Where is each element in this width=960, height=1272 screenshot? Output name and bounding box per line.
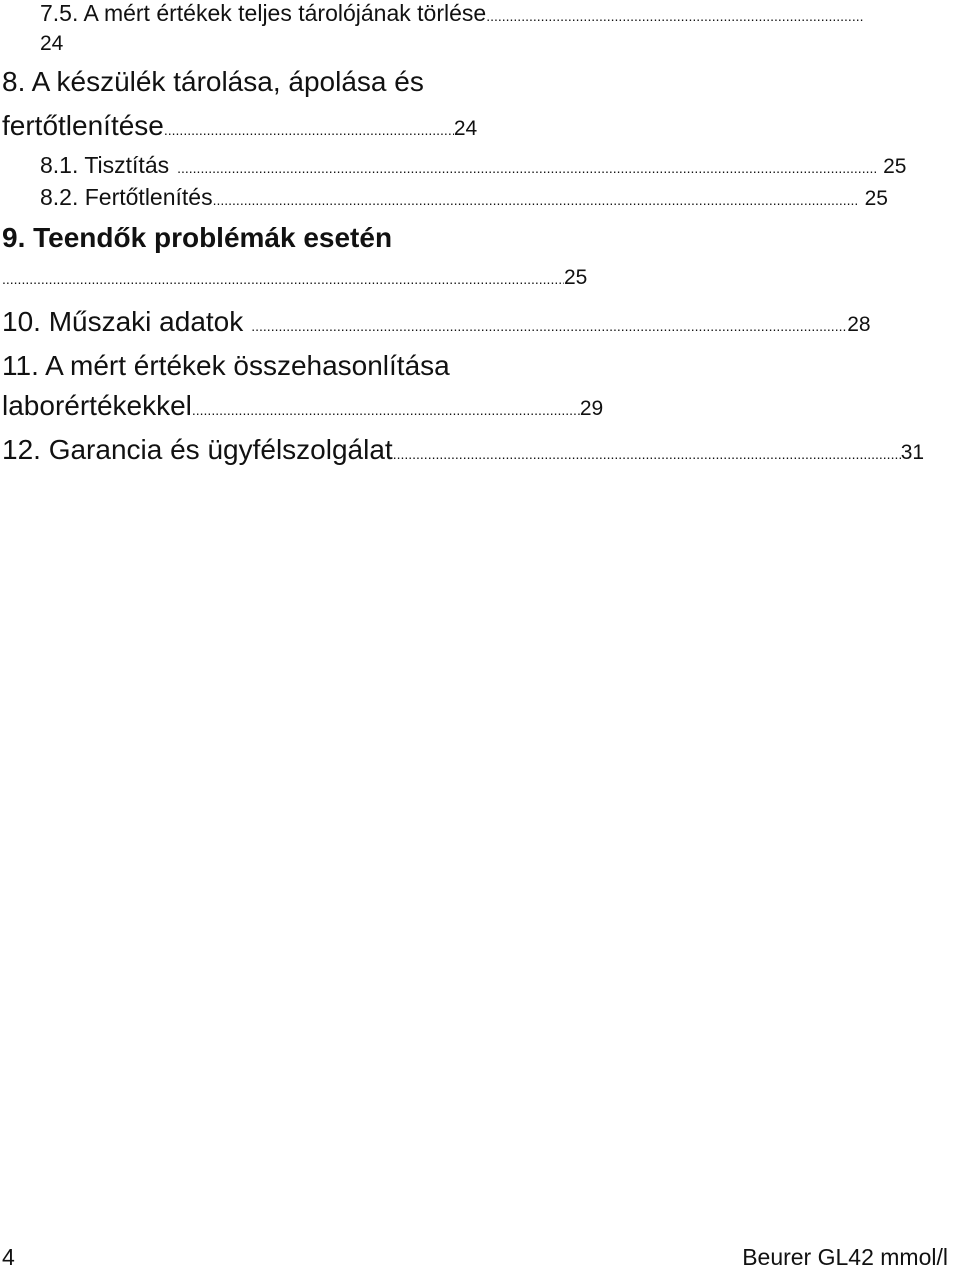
toc-leader-dots	[393, 446, 901, 462]
toc-page-number: 28	[847, 313, 871, 336]
toc-entry-8-1[interactable]	[0, 152, 906, 179]
toc-entry-title: 10. Műszaki adatok	[2, 306, 244, 337]
toc-page-number: 29	[579, 397, 604, 420]
toc-entry-title: 8. A készülék tárolása, ápolása és	[2, 66, 424, 97]
toc-entry-12[interactable]	[0, 434, 924, 466]
toc-leader-dots	[164, 122, 454, 138]
toc-page-number: 24	[40, 32, 64, 55]
toc-entry-title: 9. Teendők problémák esetén	[2, 222, 393, 253]
toc-leader-dots	[213, 192, 859, 208]
toc-entry-8-2[interactable]	[0, 184, 888, 211]
toc-entry-11-line2[interactable]	[0, 390, 603, 422]
toc-leader-dots	[177, 160, 877, 176]
toc-entry-title: 7.5. A mért értékek teljes tárolójának törlése	[40, 0, 487, 26]
toc-entry-title: 8.1. Tisztítás	[40, 152, 170, 178]
toc-page-number: 24	[453, 117, 478, 140]
toc-page-number: 25	[864, 187, 888, 210]
toc-entry-title-continued: laborértékekkel	[2, 390, 192, 421]
toc-entry-title-continued: fertőtlenítése	[2, 110, 164, 141]
toc-entry-7-5[interactable]	[0, 0, 864, 27]
toc-entry-9[interactable]	[0, 222, 392, 254]
toc-entry-title: 8.2. Fertőtlenítés	[40, 184, 213, 210]
footer-product-name: Beurer GL42 mmol/l	[742, 1244, 948, 1270]
toc-entry-title: 12. Garancia és ügyfélszolgálat	[2, 434, 393, 465]
toc-page-number: 31	[900, 441, 925, 464]
toc-entry-8-line2[interactable]	[0, 110, 477, 142]
toc-entry-title: 11. A mért értékek összehasonlítása	[2, 350, 450, 381]
toc-entry-10[interactable]	[0, 306, 871, 338]
toc-entry-9-line2[interactable]	[0, 266, 587, 290]
footer-page-number: 4	[2, 1244, 15, 1270]
toc-leader-dots	[251, 318, 847, 334]
toc-page-number: 25	[883, 155, 907, 178]
toc-leader-dots	[192, 402, 580, 418]
toc-entry-11[interactable]	[0, 350, 450, 382]
toc-leader-dots	[486, 8, 864, 24]
toc-page-number: 25	[564, 266, 588, 289]
toc-entry-8[interactable]	[0, 66, 424, 98]
toc-entry-page-line	[0, 32, 63, 56]
toc-leader-dots	[2, 271, 564, 287]
